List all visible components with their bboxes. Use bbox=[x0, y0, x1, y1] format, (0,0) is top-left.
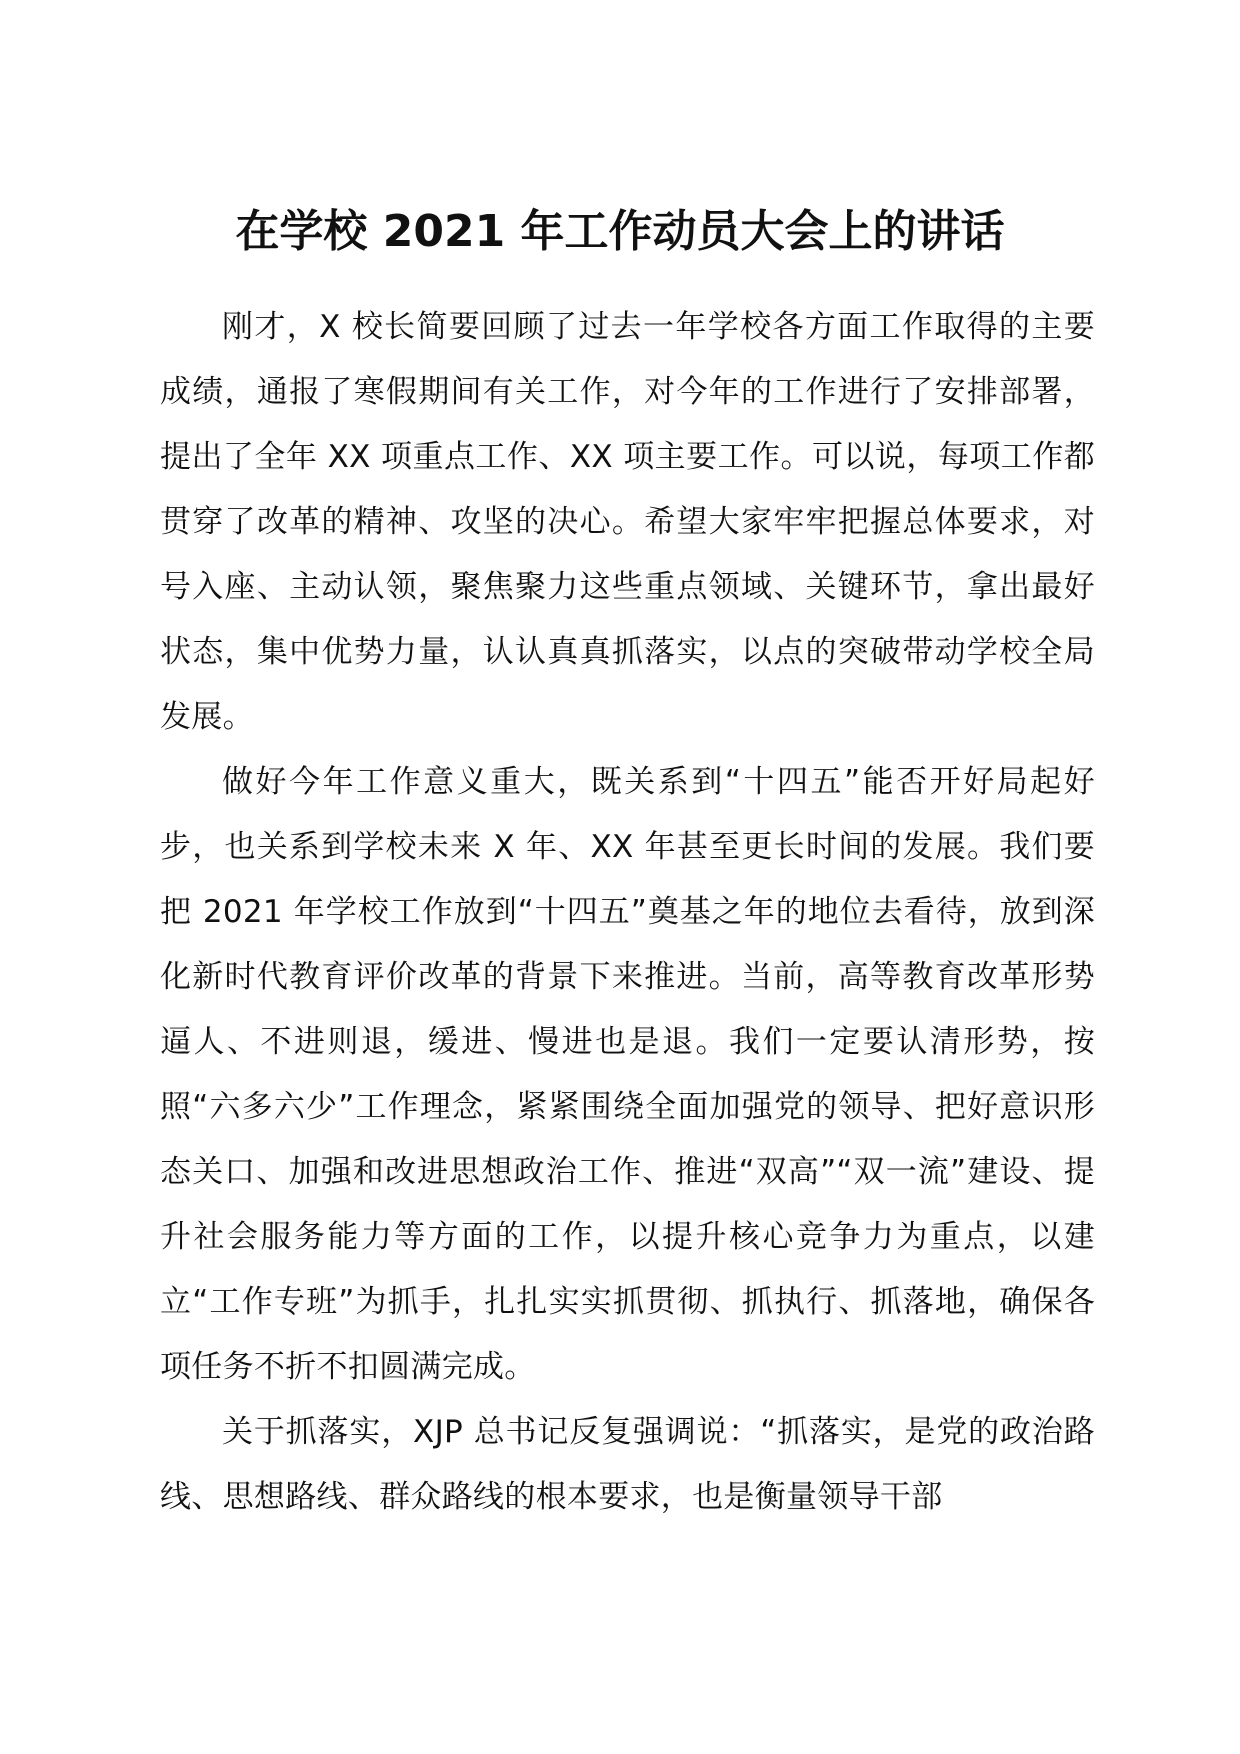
paragraph-3: 关于抓落实，XJP 总书记反复强调说：“抓落实，是党的政治路线、思想路线、群众路线的根本要求，也是衡量领导干部 bbox=[160, 1414, 1095, 1515]
paragraph-1: 刚才，X 校长简要回顾了过去一年学校各方面工作取得的主要成绩，通报了寒假期间有关工作，对今年的工作进行了安排部署，提出了全年 XX 项重点工作、XX 项主要工作。可以说，每项工作都贯穿了改革的精神、攻坚的决心。希望大家牢牢把握总体要求，对号入座、主动认领，聚焦聚力这些重点领域、关键环节，拿出最好状态，集中优势力量，认认真真抓落实，以点的突破带动学校全局发展。 bbox=[160, 309, 1095, 735]
document-title: 在学校 2021 年工作动员大会上的讲话 bbox=[235, 206, 1005, 257]
paragraph-2: 做好今年工作意义重大，既关系到“十四五”能否开好局起好步，也关系到学校未来 X 年、XX 年甚至更长时间的发展。我们要把 2021 年学校工作放到“十四五”奠基之年的地位去看待，放到深化新时代教育评价改革的背景下来推进。当前，高等教育改革形势逼人、不进则退，缓进、慢进也是退。我们一定要认清形势，按照“六多六少”工作理念，紧紧围绕全面加强党的领导、把好意识形态关口、加强和改进思想政治工作、推进“双高”“双一流”建设、提升社会服务能力等方面的工作，以提升核心竞争力为重点，以建立“工作专班”为抓手，扎扎实实抓贯彻、抓执行、抓落地，确保各项任务不折不扣圆满完成。 bbox=[160, 764, 1095, 1385]
document-body bbox=[160, 295, 1095, 1530]
